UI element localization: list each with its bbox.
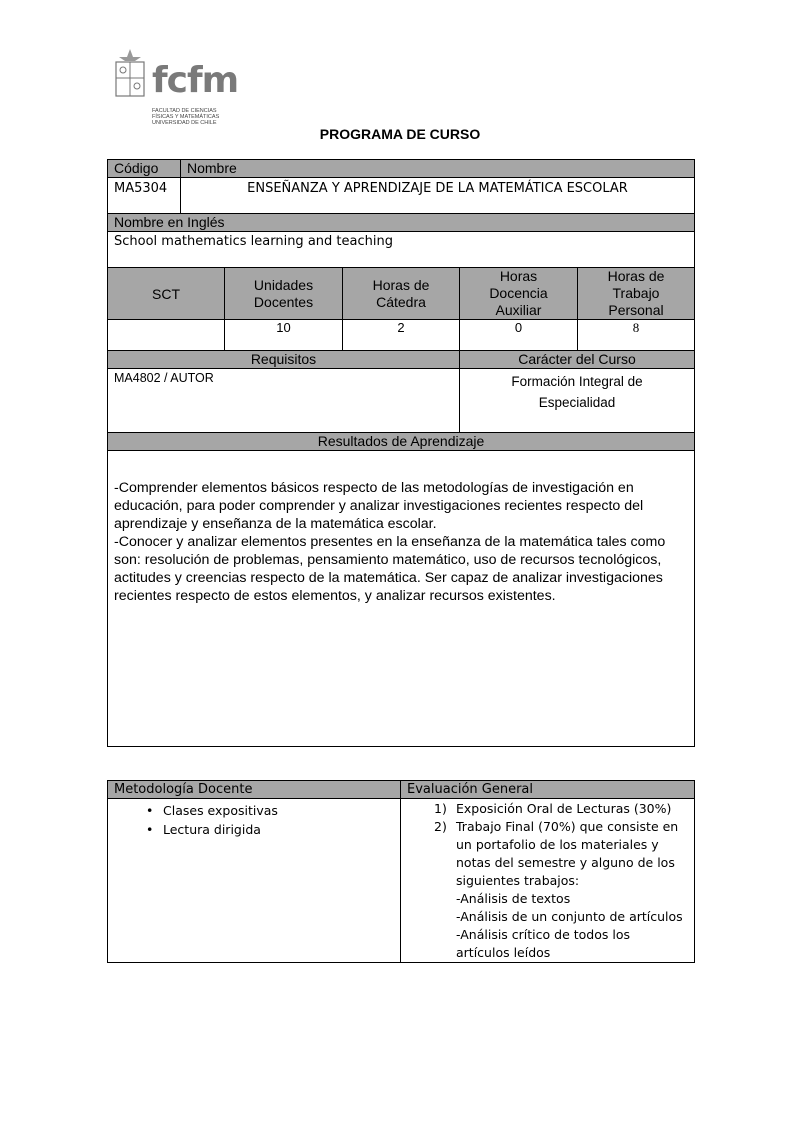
resultados-header: Resultados de Aprendizaje [108,433,695,451]
auxiliar-value: 0 [460,320,578,351]
trabajo-personal-header: Horas de Trabajo Personal [578,268,695,320]
nombre-header: Nombre [181,160,695,178]
auxiliar-header: Horas Docencia Auxiliar [460,268,578,320]
unidades-header: Unidades Docentes [225,268,343,320]
english-name-header: Nombre en Inglés [108,214,695,232]
evaluacion-header: Evaluación General [401,781,695,799]
catedra-header: Horas de Cátedra [343,268,460,320]
caracter-header: Carácter del Curso [460,351,695,369]
logo-subtitle: FACULTAD DE CIENCIAS FÍSICAS Y MATEMÁTICAS UNIVERSIDAD DE CHILE [152,108,220,126]
english-name: School mathematics learning and teaching [108,232,695,268]
evaluacion-item-1: 1) Exposición Oral de Lecturas (30%) [434,801,672,816]
evaluacion-sub-item: -Análisis de un conjunto de artículos [456,909,683,924]
evaluacion-sub-item: -Análisis crítico de todos los artículos leídos [456,927,630,960]
unidades-value: 10 [225,320,343,351]
metodologia-item: • Clases expositivas [108,801,400,820]
metodologia-header: Metodología Docente [108,781,401,799]
metodologia-item: • Lectura dirigida [108,820,400,839]
requisitos-value: MA4802 / AUTOR [108,369,460,433]
university-seal-icon [112,48,148,100]
course-code: MA5304 [108,178,181,214]
requisitos-header: Requisitos [108,351,460,369]
evaluacion-item-2: 2) Trabajo Final (70%) que consiste en un portafolio de los materiales y notas del semestre y alguno de los siguientes trabajos: [434,819,679,888]
page-title: PROGRAMA DE CURSO [319,126,481,142]
catedra-value: 2 [343,320,460,351]
trabajo-personal-value: 8 [578,320,695,351]
metodologia-evaluacion-table [107,780,695,963]
codigo-header: Código [108,160,181,178]
course-table [107,159,695,747]
sct-value [108,320,225,351]
fcfm-logo [112,46,242,132]
evaluacion-sub-item: -Análisis de textos [456,891,571,906]
metodologia-body [108,799,401,963]
sct-header: SCT [108,268,225,320]
evaluacion-body [401,799,695,963]
caracter-value: Formación Integral de Especialidad [460,369,695,433]
resultados-p2: -Conocer y analizar elementos presentes en la enseñanza de la matemática tales como son: resolución de problemas, pensamiento matemático, uso de recursos tecnológicos, actitudes y creencias respecto de la matemática. Ser capaz de analizar investigaciones recientes respecto de estos elementos, y analizar recursos existentes. [114,534,666,604]
logo-text: fcfm [152,60,239,101]
resultados-p1: -Comprender elementos básicos respecto de las metodologías de investigación en educación, para poder comprender y analizar investigaciones recientes respecto del aprendizaje y enseñanza de la matemática escolar. [114,480,644,532]
resultados-body [108,451,695,747]
course-name: ENSEÑANZA Y APRENDIZAJE DE LA MATEMÁTICA ESCOLAR [181,178,695,214]
